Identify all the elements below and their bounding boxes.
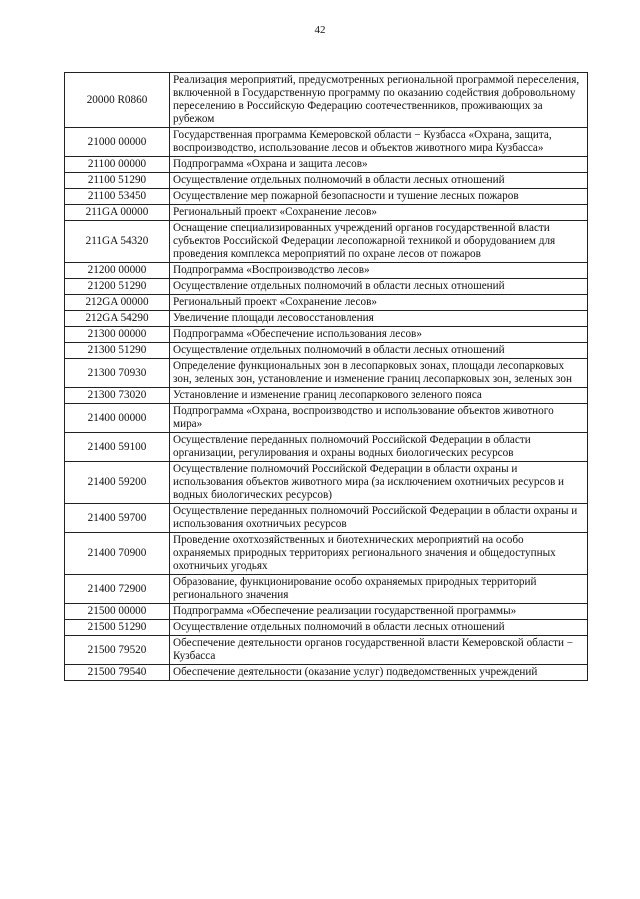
row-description: Установление и изменение границ лесопаркового зеленого пояса xyxy=(170,388,588,404)
row-code: 211GA 54320 xyxy=(65,221,170,263)
row-description: Проведение охотхозяйственных и биотехнических мероприятий на особо охраняемых природных территориях регионального значения и общедоступных охотничьих угодьях xyxy=(170,533,588,575)
row-description: Обеспечение деятельности органов государственной власти Кемеровской области − Кузбасса xyxy=(170,636,588,665)
row-code: 21400 59100 xyxy=(65,433,170,462)
table-row xyxy=(65,620,588,636)
table-row xyxy=(65,636,588,665)
table-row xyxy=(65,665,588,681)
row-description: Осуществление переданных полномочий Российской Федерации в области охраны и использования охотничьих ресурсов xyxy=(170,504,588,533)
row-code: 21400 59200 xyxy=(65,462,170,504)
table-row xyxy=(65,504,588,533)
row-description: Реализация мероприятий, предусмотренных региональной программой переселения, включенной в Государственную программу по оказанию содействия добровольному переселению в Российскую Федерацию соотечественников, проживающих за рубежом xyxy=(170,73,588,128)
row-description: Осуществление отдельных полномочий в области лесных отношений xyxy=(170,620,588,636)
table-row xyxy=(65,128,588,157)
row-description: Подпрограмма «Обеспечение использования лесов» xyxy=(170,327,588,343)
row-code: 21400 72900 xyxy=(65,575,170,604)
table-row xyxy=(65,533,588,575)
row-description: Подпрограмма «Охрана и защита лесов» xyxy=(170,157,588,173)
page-number: 42 xyxy=(314,24,326,36)
row-description: Оснащение специализированных учреждений органов государственной власти субъектов Российской Федерации лесопожарной техникой и оборудованием для проведения комплекса мероприятий по охране лесов от пожаров xyxy=(170,221,588,263)
row-code: 21500 79540 xyxy=(65,665,170,681)
row-code: 212GA 54290 xyxy=(65,311,170,327)
table-row xyxy=(65,73,588,128)
row-description: Осуществление переданных полномочий Российской Федерации в области организации, регулирования и охраны водных биологических ресурсов xyxy=(170,433,588,462)
table-row xyxy=(65,205,588,221)
row-code: 21400 00000 xyxy=(65,404,170,433)
table-row xyxy=(65,462,588,504)
row-description: Осуществление полномочий Российской Федерации в области охраны и использования объектов животного мира (за исключением охотничьих ресурсов и водных биологических ресурсов) xyxy=(170,462,588,504)
row-description: Региональный проект «Сохранение лесов» xyxy=(170,205,588,221)
row-code: 21100 53450 xyxy=(65,189,170,205)
table-row xyxy=(65,189,588,205)
table-row xyxy=(65,311,588,327)
row-description: Государственная программа Кемеровской области − Кузбасса «Охрана, защита, воспроизводство, использование лесов и объектов животного мира Кузбасса» xyxy=(170,128,588,157)
row-description: Осуществление отдельных полномочий в области лесных отношений xyxy=(170,343,588,359)
row-description: Осуществление отдельных полномочий в области лесных отношений xyxy=(170,279,588,295)
table-row xyxy=(65,604,588,620)
row-code: 21100 51290 xyxy=(65,173,170,189)
row-code: 21400 70900 xyxy=(65,533,170,575)
row-code: 21300 51290 xyxy=(65,343,170,359)
table-row xyxy=(65,404,588,433)
table-row xyxy=(65,575,588,604)
row-description: Определение функциональных зон в лесопарковых зонах, площади лесопарковых зон, зеленых зон, установление и изменение границ лесопарковых зон, зеленых зон xyxy=(170,359,588,388)
row-code: 212GA 00000 xyxy=(65,295,170,311)
row-code: 21300 70930 xyxy=(65,359,170,388)
table-row xyxy=(65,343,588,359)
row-description: Подпрограмма «Воспроизводство лесов» xyxy=(170,263,588,279)
table-body xyxy=(65,73,588,681)
table-row xyxy=(65,221,588,263)
row-code: 21000 00000 xyxy=(65,128,170,157)
row-description: Подпрограмма «Обеспечение реализации государственной программы» xyxy=(170,604,588,620)
row-code: 21100 00000 xyxy=(65,157,170,173)
row-description: Обеспечение деятельности (оказание услуг) подведомственных учреждений xyxy=(170,665,588,681)
row-code: 21500 79520 xyxy=(65,636,170,665)
table-row xyxy=(65,388,588,404)
row-description: Образование, функционирование особо охраняемых природных территорий регионального значения xyxy=(170,575,588,604)
table-row xyxy=(65,279,588,295)
table-row xyxy=(65,327,588,343)
row-code: 21200 00000 xyxy=(65,263,170,279)
row-code: 211GA 00000 xyxy=(65,205,170,221)
table-row xyxy=(65,263,588,279)
row-code: 21500 51290 xyxy=(65,620,170,636)
row-description: Увеличение площади лесовосстановления xyxy=(170,311,588,327)
row-description: Осуществление отдельных полномочий в области лесных отношений xyxy=(170,173,588,189)
row-code: 21300 00000 xyxy=(65,327,170,343)
row-code: 21400 59700 xyxy=(65,504,170,533)
table-row xyxy=(65,157,588,173)
row-description: Региональный проект «Сохранение лесов» xyxy=(170,295,588,311)
table-row xyxy=(65,359,588,388)
row-description: Подпрограмма «Охрана, воспроизводство и использование объектов животного мира» xyxy=(170,404,588,433)
table-row xyxy=(65,295,588,311)
row-code: 21300 73020 xyxy=(65,388,170,404)
row-code: 21200 51290 xyxy=(65,279,170,295)
table-row xyxy=(65,433,588,462)
row-code: 21500 00000 xyxy=(65,604,170,620)
table-row xyxy=(65,173,588,189)
row-description: Осуществление мер пожарной безопасности и тушение лесных пожаров xyxy=(170,189,588,205)
row-code: 20000 R0860 xyxy=(65,73,170,128)
budget-codes-table xyxy=(64,72,588,681)
